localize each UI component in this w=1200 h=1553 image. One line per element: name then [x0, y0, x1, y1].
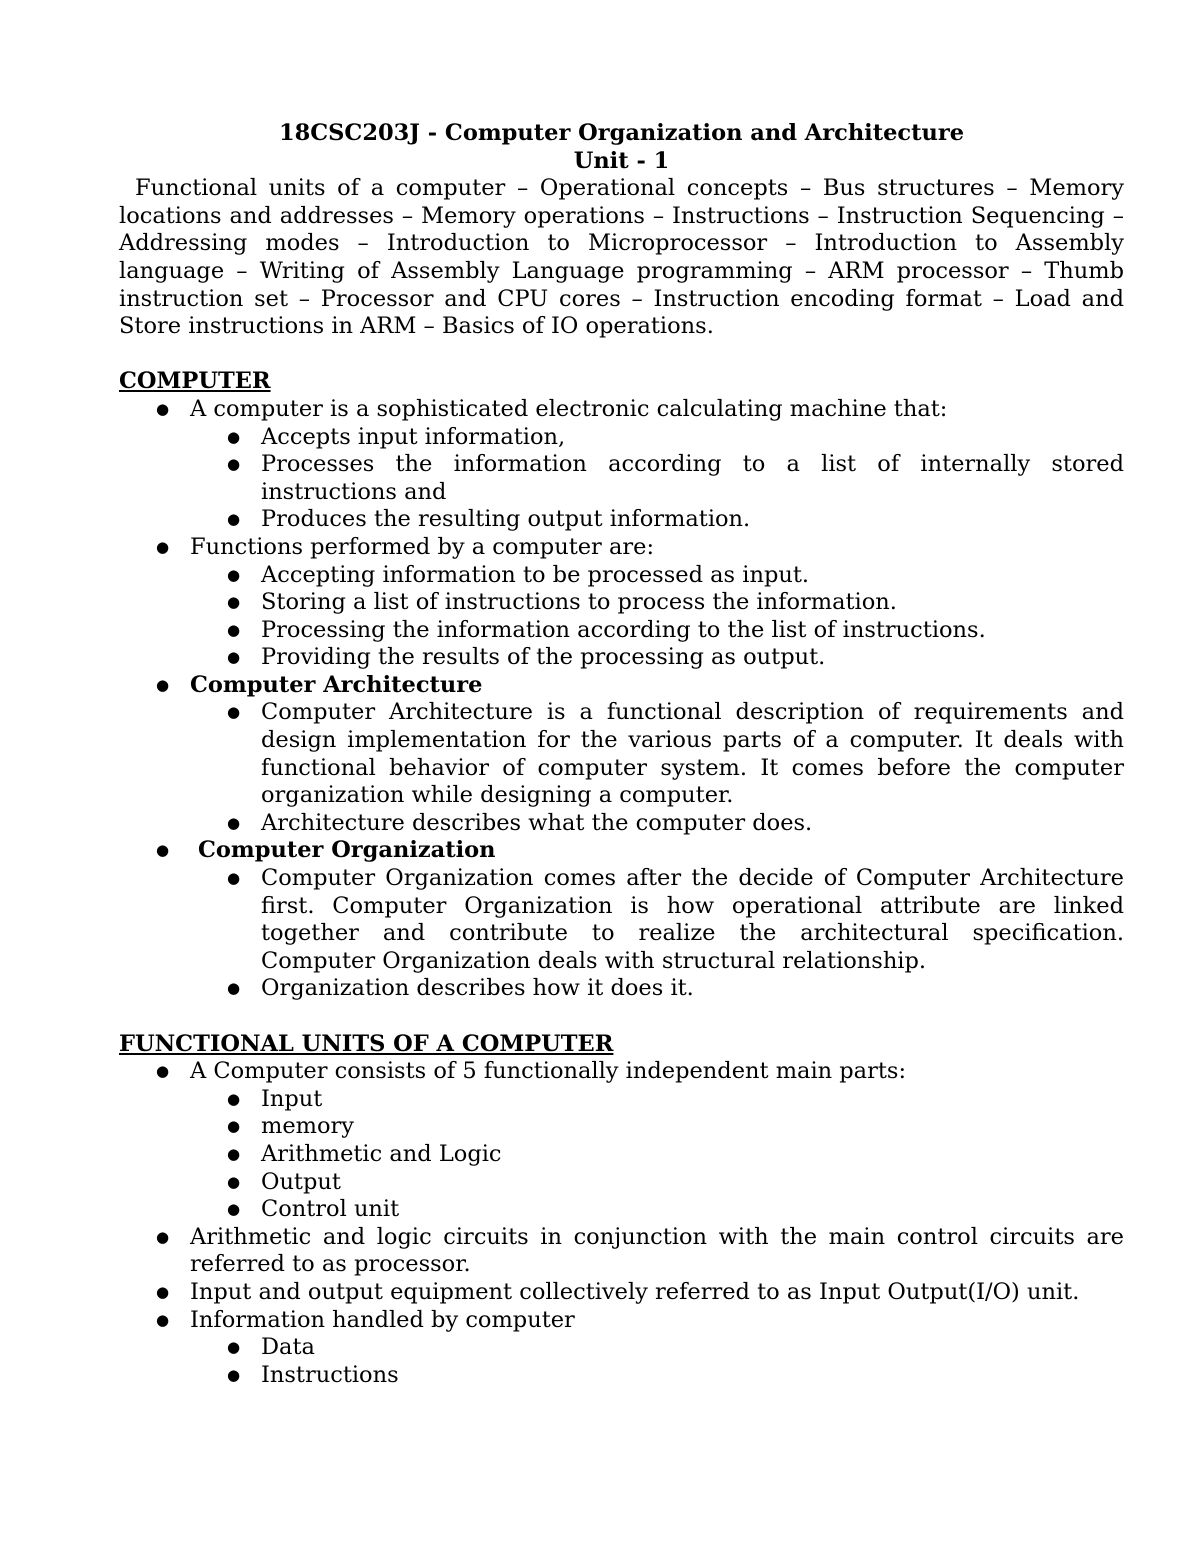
- sub-list-item-text: memory: [261, 1113, 354, 1140]
- unit-label: Unit - 1: [573, 147, 670, 174]
- sub-list-item-text: Providing the results of the processing as output.: [261, 644, 826, 671]
- bullet-icon: ●: [227, 1338, 241, 1357]
- sub-list-item-text: Accepts input information,: [261, 423, 566, 450]
- sub-list: [190, 424, 1124, 534]
- document-page: [119, 120, 1124, 1389]
- sub-list-item-text: Output: [261, 1168, 341, 1195]
- sub-list-item-text: Computer Architecture is a functional description of requirements and design implementation for the various parts of a computer. It deals with functional behavior of computer system. It comes before the computer organization while designing a computer.: [261, 699, 1124, 809]
- section-heading-computer: COMPUTER: [119, 368, 271, 395]
- bullet-icon: ●: [156, 1310, 170, 1329]
- bullet-icon: ●: [227, 1200, 241, 1219]
- sub-list: [190, 699, 1124, 837]
- sub-list-item: [119, 810, 1124, 838]
- bullet-icon: ●: [227, 703, 241, 722]
- bullet-icon: ●: [227, 565, 241, 584]
- list-item: [119, 1224, 1124, 1279]
- sub-list-item-text: Architecture describes what the computer does.: [261, 809, 813, 836]
- bullet-icon: ●: [227, 979, 241, 998]
- list-item: [119, 1307, 1124, 1390]
- sub-list-item: [119, 424, 1124, 452]
- bullet-icon: ●: [227, 1117, 241, 1136]
- list-item: [119, 1279, 1124, 1307]
- computer-list: [119, 396, 1124, 1003]
- sub-list-item-text: Control unit: [261, 1196, 400, 1223]
- bullet-icon: ●: [227, 1365, 241, 1384]
- functional-units-list: [119, 1058, 1124, 1389]
- section-heading-functional-units: FUNCTIONAL UNITS OF A COMPUTER: [119, 1030, 614, 1057]
- sub-list-item: [119, 1141, 1124, 1169]
- bullet-icon: ●: [227, 593, 241, 612]
- sub-list: [190, 1334, 1124, 1389]
- sub-list-item: [119, 1362, 1124, 1390]
- subheading-computer-architecture: Computer Architecture: [190, 671, 483, 698]
- sub-list-item: [119, 589, 1124, 617]
- list-item: [119, 396, 1124, 534]
- sub-list-item: [119, 975, 1124, 1003]
- list-item-text: Functions performed by a computer are:: [190, 533, 655, 560]
- sub-list: [190, 865, 1124, 1003]
- subheading-computer-organization: Computer Organization: [198, 837, 496, 864]
- bullet-icon: ●: [227, 455, 241, 474]
- bullet-icon: ●: [227, 648, 241, 667]
- sub-list-item-text: Computer Organization comes after the decide of Computer Architecture first. Computer Organization is how operational attribute are linked together and contribute to realize the architectural specification. Computer Organization deals with structural relationship.: [261, 865, 1124, 974]
- bullet-icon: ●: [156, 1227, 170, 1246]
- sub-list-item: [119, 1196, 1124, 1224]
- list-item-text: Input and output equipment collectively referred to as Input Output(I/O) unit.: [190, 1278, 1080, 1305]
- syllabus-paragraph: Functional units of a computer – Operational concepts – Bus structures – Memory locations and addresses – Memory operations – Instructions – Instruction Sequencing – Addressing modes – Introduction to Microprocessor – Introduction to Assembly language – Writing of Assembly Language programming – ARM processor – Thumb instruction set – Processor and CPU cores – Instruction encoding format – Load and Store instructions in ARM – Basics of IO operations.: [119, 175, 1124, 340]
- list-item: [119, 534, 1124, 672]
- bullet-icon: ●: [156, 841, 170, 860]
- list-item: [119, 672, 1124, 838]
- list-item-text: A computer is a sophisticated electronic calculating machine that:: [190, 395, 948, 422]
- spacer: [119, 1003, 1124, 1031]
- sub-list-item: [119, 562, 1124, 590]
- sub-list-item: [119, 1113, 1124, 1141]
- sub-list: [190, 1086, 1124, 1224]
- sub-list-item: [119, 506, 1124, 534]
- list-item: [119, 837, 1124, 1003]
- bullet-icon: ●: [156, 399, 170, 418]
- sub-list-item-text: Processes the information according to a list of internally stored instructions and: [261, 451, 1124, 505]
- list-item-text: Arithmetic and logic circuits in conjunction with the main control circuits are referred to as processor.: [190, 1223, 1124, 1278]
- sub-list-item: [119, 1334, 1124, 1362]
- sub-list-item-text: Produces the resulting output information.: [261, 506, 751, 533]
- bullet-icon: ●: [156, 675, 170, 694]
- list-item-text: A Computer consists of 5 functionally independent main parts:: [190, 1058, 907, 1085]
- document-title: 18CSC203J - Computer Organization and Architecture: [278, 120, 965, 146]
- bullet-icon: ●: [227, 1172, 241, 1191]
- bullet-icon: ●: [156, 537, 170, 556]
- sub-list-item: [119, 1086, 1124, 1114]
- sub-list-item-text: Processing the information according to the list of instructions.: [261, 616, 986, 643]
- sub-list-item-text: Data: [261, 1334, 315, 1361]
- sub-list-item: [119, 451, 1124, 506]
- sub-list-item-text: Input: [261, 1085, 323, 1112]
- bullet-icon: ●: [227, 620, 241, 639]
- bullet-icon: ●: [227, 869, 241, 888]
- sub-list-item: [119, 865, 1124, 975]
- list-item-text: Information handled by computer: [190, 1306, 575, 1333]
- bullet-icon: ●: [227, 427, 241, 446]
- sub-list-item: [119, 644, 1124, 672]
- bullet-icon: ●: [227, 1089, 241, 1108]
- list-item: [119, 1058, 1124, 1224]
- sub-list-item-text: Storing a list of instructions to process the information.: [261, 589, 897, 616]
- sub-list-item: [119, 699, 1124, 809]
- bullet-icon: ●: [227, 510, 241, 529]
- sub-list-item-text: Organization describes how it does it.: [261, 975, 694, 1002]
- sub-list-item: [119, 1169, 1124, 1197]
- bullet-icon: ●: [156, 1282, 170, 1301]
- sub-list-item: [119, 617, 1124, 645]
- spacer: [119, 341, 1124, 369]
- bullet-icon: ●: [227, 813, 241, 832]
- sub-list-item-text: Accepting information to be processed as input.: [261, 561, 810, 588]
- sub-list-item-text: Instructions: [261, 1361, 399, 1388]
- sub-list-item-text: Arithmetic and Logic: [261, 1140, 502, 1167]
- sub-list: [190, 562, 1124, 672]
- bullet-icon: ●: [227, 1144, 241, 1163]
- bullet-icon: ●: [156, 1062, 170, 1081]
